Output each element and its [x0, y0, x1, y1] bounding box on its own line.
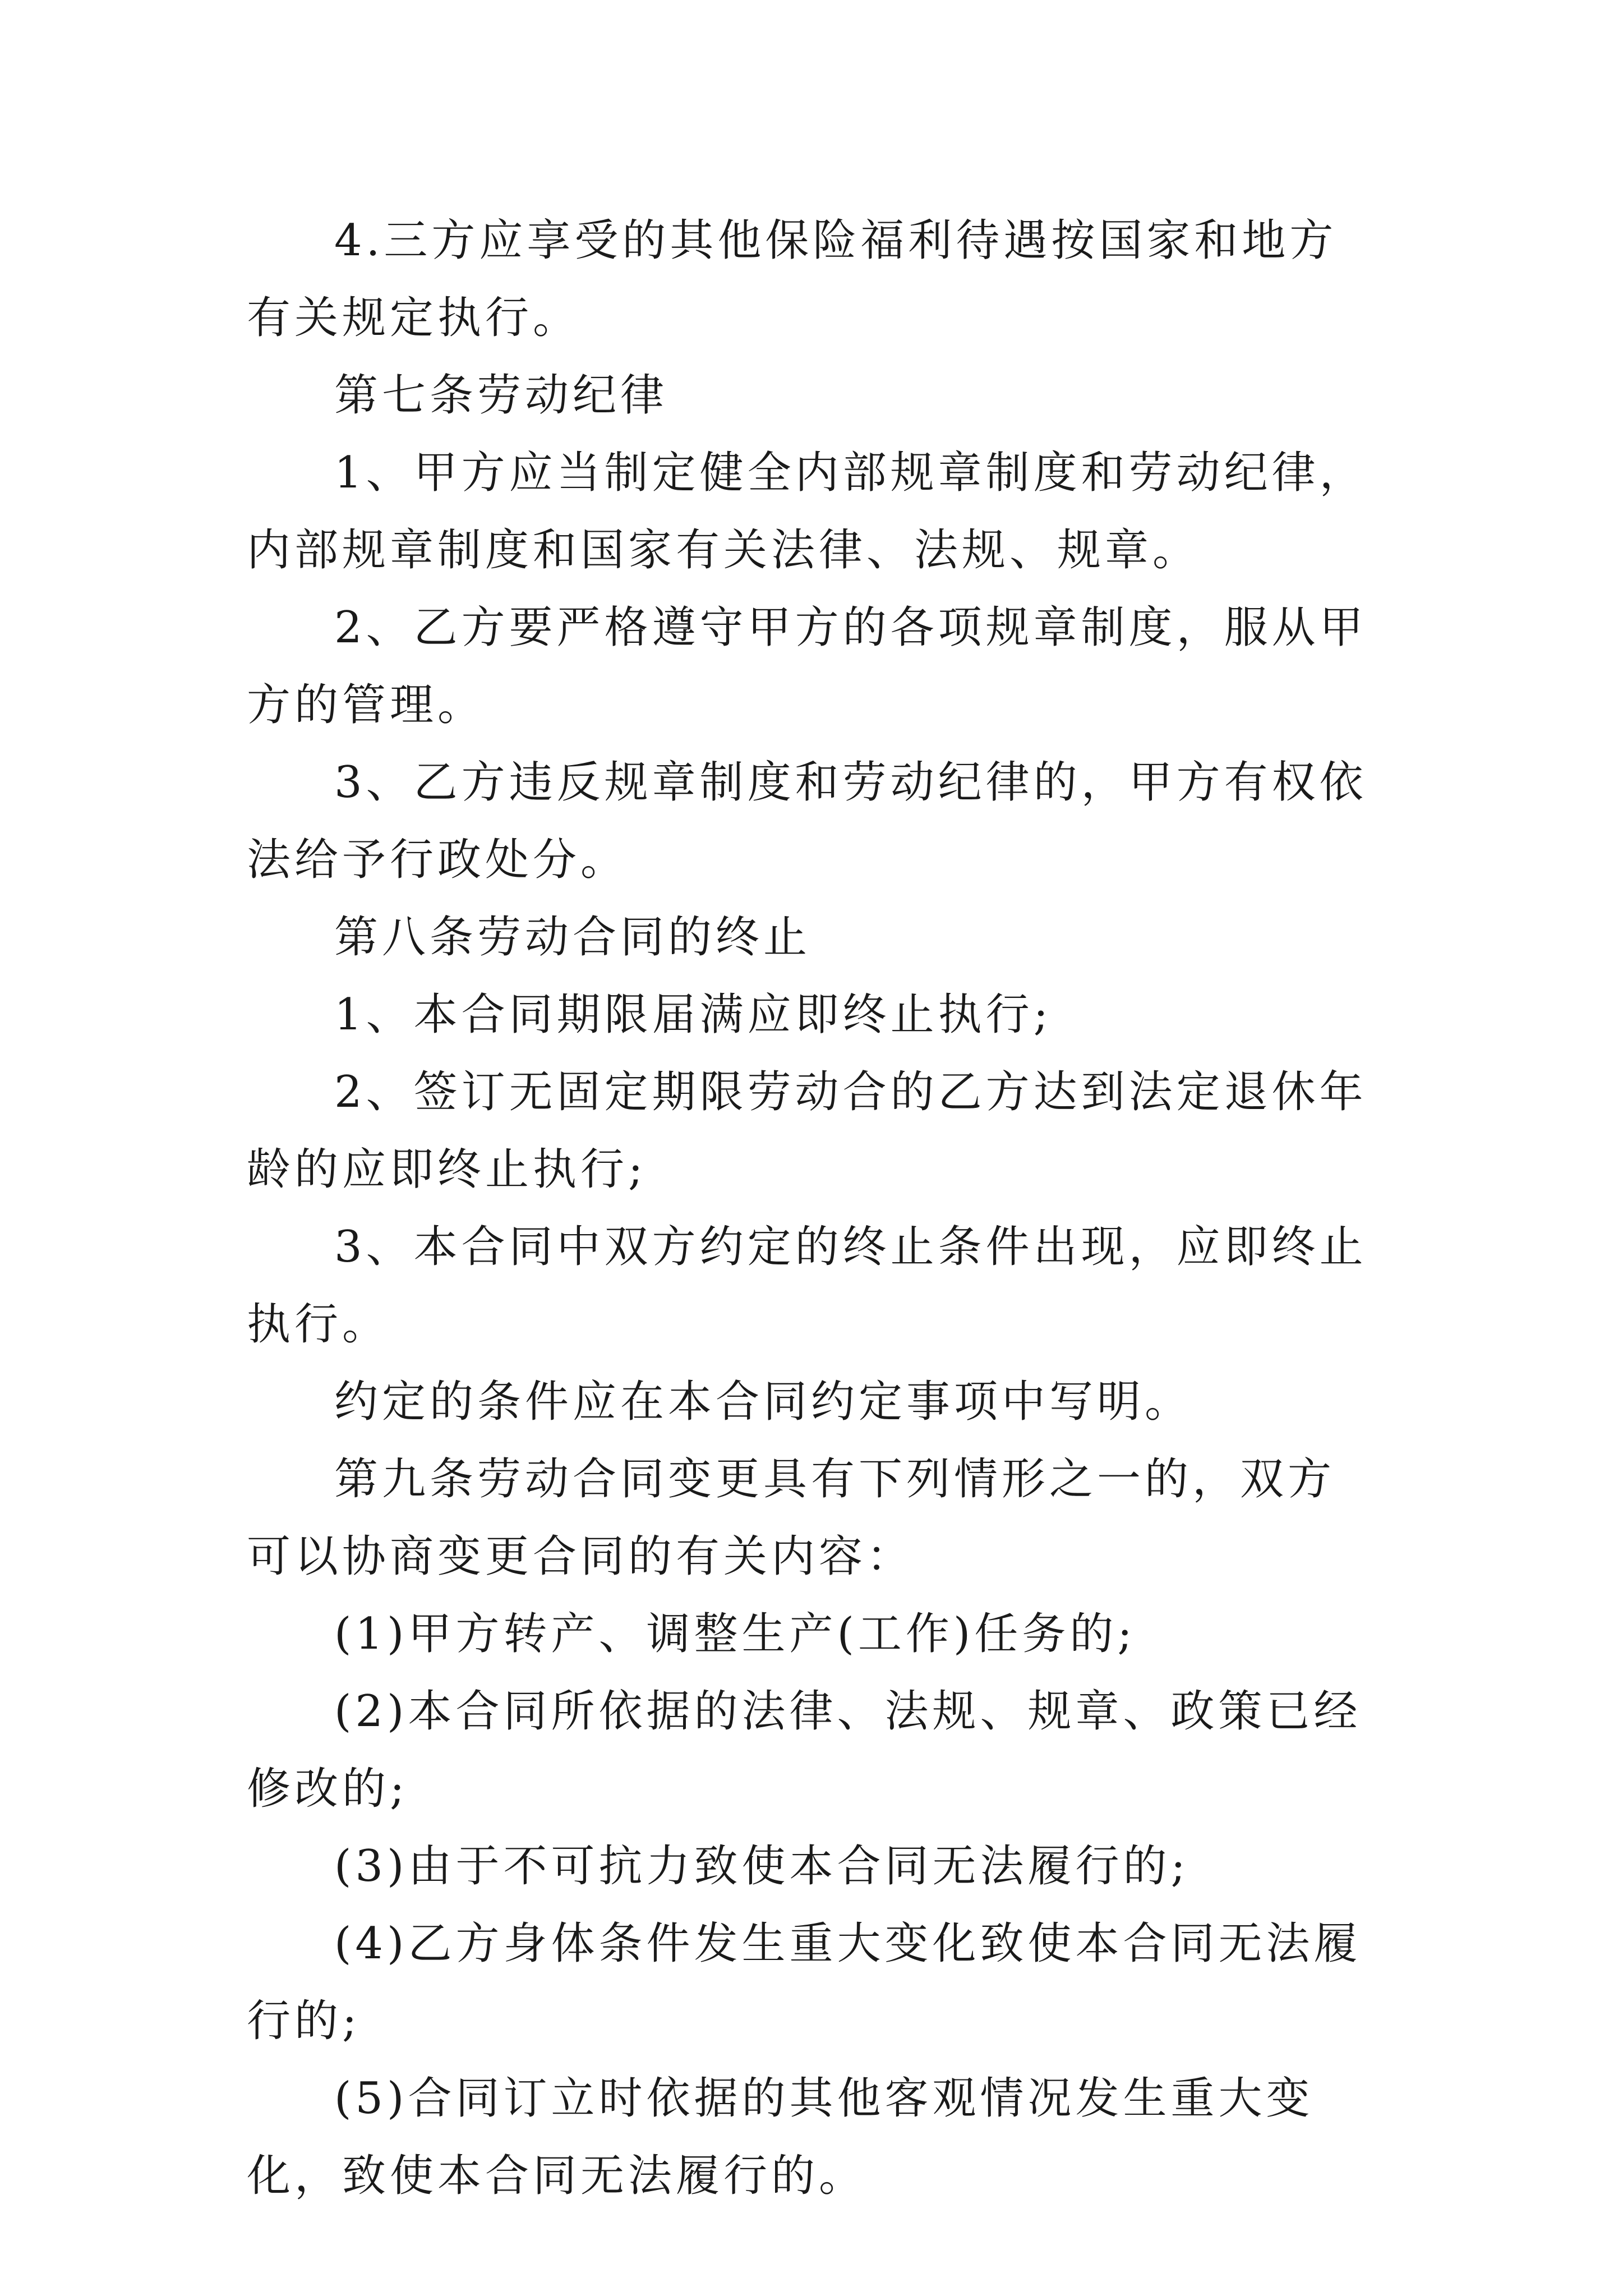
heading-article-7: 第七条劳动纪律: [334, 370, 668, 421]
paragraph-8-1: 1、本合同期限届满应即终止执行;: [334, 990, 1052, 1040]
paragraph-9-4: (4)乙方身体条件发生重大变化致使本合同无法履行的;: [247, 1918, 1362, 2046]
paragraph-8-3: 3、本合同中双方约定的终止条件出现，应即终止执行。: [247, 1222, 1367, 1350]
paragraph-insurance-welfare: 4.三方应享受的其他保险福利待遇按国家和地方有关规定执行。: [247, 215, 1338, 343]
document-body: [247, 202, 1380, 2215]
paragraph-8-2: 2、签订无固定期限劳动合的乙方达到法定退休年龄的应即终止执行;: [247, 1067, 1367, 1195]
paragraph-9-3: (3)由于不可抗力致使本合同无法履行的;: [334, 1841, 1189, 1892]
paragraph-7-1: 1、甲方应当制定健全内部规章制度和劳动纪律，内部规章制度和国家有关法律、法规、规章。: [247, 448, 1367, 576]
heading-article-9: 第九条劳动合同变更具有下列情形之一的，双方可以协商变更合同的有关内容：: [247, 1454, 1336, 1582]
paragraph-9-2: (2)本合同所依据的法律、法规、规章、政策已经修改的;: [247, 1686, 1362, 1814]
paragraph-9-1: (1)甲方转产、调整生产(工作)任务的;: [334, 1609, 1136, 1659]
paragraph-7-3: 3、乙方违反规章制度和劳动纪律的，甲方有权依法给予行政处分。: [247, 757, 1367, 885]
paragraph-9-5: (5)合同订立时依据的其他客观情况发生重大变化，致使本合同无法履行的。: [247, 2073, 1314, 2201]
paragraph-7-2: 2、乙方要严格遵守甲方的各项规章制度，服从甲方的管理。: [247, 602, 1367, 730]
heading-article-8: 第八条劳动合同的终止: [334, 912, 811, 963]
paragraph-8-note: 约定的条件应在本合同约定事项中写明。: [334, 1377, 1193, 1427]
